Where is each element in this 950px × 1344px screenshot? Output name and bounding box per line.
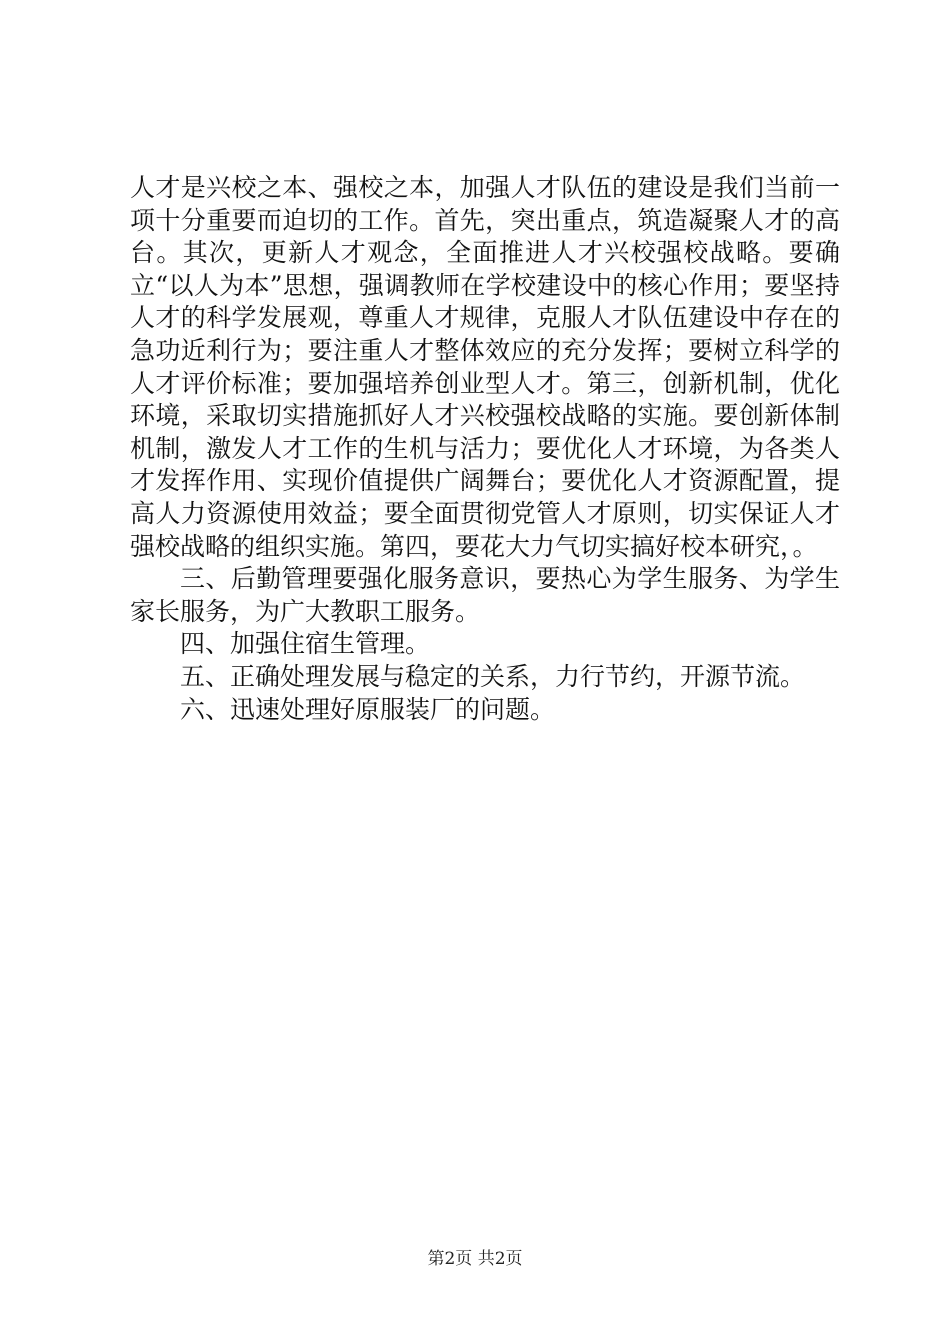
paragraph-development-stability: 五、正确处理发展与稳定的关系，力行节约，开源节流。 — [180, 661, 806, 691]
paragraph-boarding-management: 四、加强住宿生管理。 — [180, 629, 431, 659]
document-body — [130, 172, 840, 726]
paragraph-talent-strategy: 人才是兴校之本、强校之本，加强人才队伍的建设是我们当前一项十分重要而迫切的工作。首先，突出重点，筑造凝聚人才的高台。其次，更新人才观念，全面推进人才兴校强校战略。要确立“以人为本”思想，强调教师在学校建设中的核心作用；要坚持人才的科学发展观，尊重人才规律，克服人才队伍建设中存在的急功近利行为；要注重人才整体效应的充分发挥；要树立科学的人才评价标准；要加强培养创业型人才。第三，创新机制，优化环境，采取切实措施抓好人才兴校强校战略的实施。要创新体制机制，激发人才工作的生机与活力；要优化人才环境，为各类人才发挥作用、实现价值提供广阔舞台；要优化人才资源配置，提高人力资源使用效益；要全面贯彻党管人才原则，切实保证人才强校战略的组织实施。第四，要花大力气切实搞好校本研究，。 — [130, 173, 840, 561]
paragraph-garment-factory: 六、迅速处理好原服装厂的问题。 — [180, 694, 556, 724]
paragraph-logistics-service: 三、后勤管理要强化服务意识，要热心为学生服务、为学生家长服务，为广大教职工服务。 — [130, 564, 840, 626]
page-number-label: 第2页 共2页 — [427, 1249, 523, 1269]
page-footer — [0, 1244, 950, 1269]
